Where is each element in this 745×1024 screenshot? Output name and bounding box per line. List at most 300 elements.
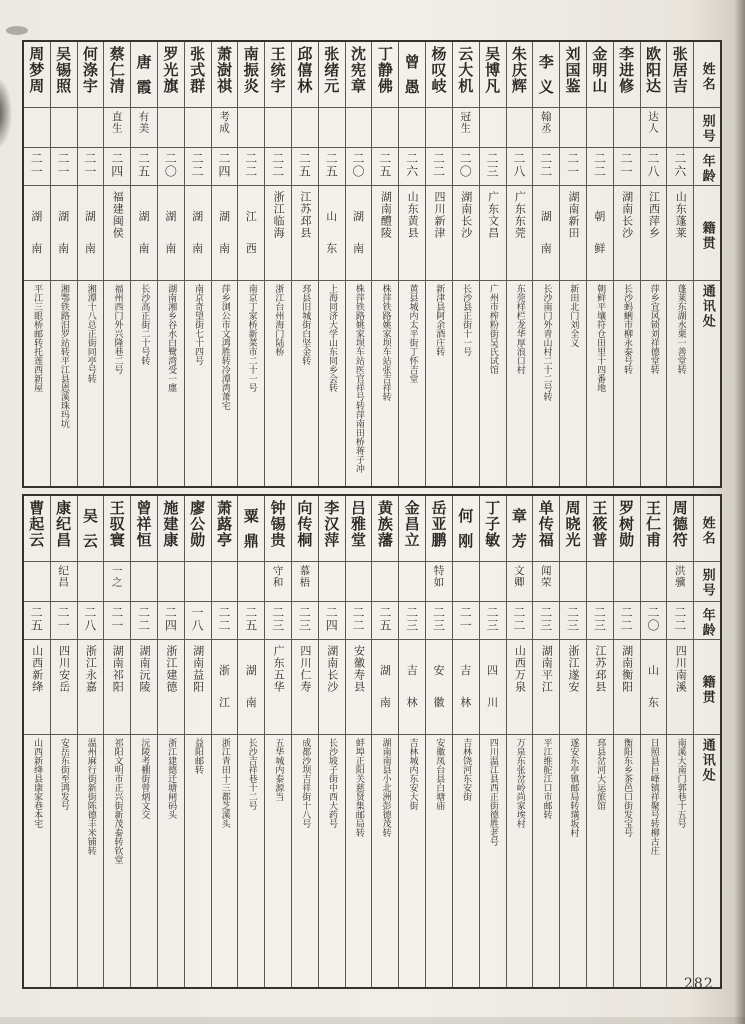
person-age-cell: 二二 bbox=[238, 148, 264, 186]
person-age-cell: 二〇 bbox=[346, 148, 372, 186]
person-name-cell: 钟锡贵 bbox=[265, 496, 291, 562]
header-column bbox=[694, 496, 720, 987]
person-age-cell: 二五 bbox=[372, 148, 398, 186]
person-origin-cell: 四川安岳 bbox=[51, 640, 77, 735]
person-origin-cell: 四川仁寿 bbox=[292, 640, 318, 735]
person-age-cell: 二八 bbox=[78, 602, 104, 640]
person-alias-cell bbox=[238, 562, 264, 602]
person-name-cell: 云大机 bbox=[453, 42, 479, 108]
person-age-cell: 二一 bbox=[453, 602, 479, 640]
person-age-cell: 二四 bbox=[319, 602, 345, 640]
person-alias-cell: 一之 bbox=[104, 562, 130, 602]
person-column bbox=[399, 496, 426, 987]
person-name-cell: 萧澍祺 bbox=[212, 42, 238, 108]
person-origin-cell: 湖南新田 bbox=[560, 186, 586, 281]
person-origin-cell: 朝 鲜 bbox=[587, 186, 613, 281]
person-name-cell: 丁子敏 bbox=[480, 496, 506, 562]
person-origin-cell: 湖南长沙 bbox=[319, 640, 345, 735]
person-name-cell: 李 义 bbox=[533, 42, 559, 108]
person-column bbox=[667, 42, 694, 486]
person-column bbox=[265, 42, 292, 486]
person-name-cell: 朱庆辉 bbox=[507, 42, 533, 108]
person-name-cell: 王统宇 bbox=[265, 42, 291, 108]
person-origin-cell: 山西万泉 bbox=[507, 640, 533, 735]
person-column bbox=[614, 42, 641, 486]
person-address-cell: 湖南南县小北洲彭德茂转 bbox=[380, 738, 391, 837]
person-address-cell: 萍乡宜风锁刘祥德堂转 bbox=[648, 284, 659, 374]
scan-artifact-smudge bbox=[0, 76, 12, 150]
person-column bbox=[453, 496, 480, 987]
person-age-cell: 二一 bbox=[560, 148, 586, 186]
person-age-cell: 二八 bbox=[507, 148, 533, 186]
person-name-cell: 王仁甫 bbox=[641, 496, 667, 562]
person-column bbox=[667, 496, 694, 987]
person-origin-cell: 湖 南 bbox=[212, 186, 238, 281]
person-origin-cell: 湖 南 bbox=[533, 186, 559, 281]
person-address-cell: 成都沙坝吉祥街十八号 bbox=[300, 738, 311, 828]
person-name-cell: 唐 霞 bbox=[131, 42, 157, 108]
person-alias-cell bbox=[158, 562, 184, 602]
person-name-cell: 吴 云 bbox=[78, 496, 104, 562]
person-age-cell: 二二 bbox=[265, 148, 291, 186]
person-origin-cell: 湖 南 bbox=[346, 186, 372, 281]
person-alias-cell bbox=[587, 562, 613, 602]
person-origin-cell: 福建闽侯 bbox=[104, 186, 130, 281]
person-name-cell: 廖公勋 bbox=[185, 496, 211, 562]
person-alias-cell bbox=[453, 562, 479, 602]
person-name-cell: 康纪昌 bbox=[51, 496, 77, 562]
person-name-cell: 张绪元 bbox=[319, 42, 345, 108]
person-column bbox=[185, 42, 212, 486]
person-name-cell: 罗树勋 bbox=[614, 496, 640, 562]
person-alias-cell bbox=[24, 108, 50, 148]
person-alias-cell bbox=[238, 108, 264, 148]
row-label-age: 年龄 bbox=[694, 148, 720, 186]
person-name-cell: 吴锡照 bbox=[51, 42, 77, 108]
person-age-cell: 二二 bbox=[614, 602, 640, 640]
person-origin-cell: 湖 南 bbox=[158, 186, 184, 281]
person-name-cell: 曾祥恒 bbox=[131, 496, 157, 562]
person-alias-cell: 直生 bbox=[104, 108, 130, 148]
person-column bbox=[372, 42, 399, 486]
person-alias-cell bbox=[51, 108, 77, 148]
person-age-cell: 二一 bbox=[104, 602, 130, 640]
person-column bbox=[131, 496, 158, 987]
person-column bbox=[185, 496, 212, 987]
person-address-cell: 上海同济大学山东同乡会转 bbox=[327, 284, 338, 392]
person-alias-cell: 冠生 bbox=[453, 108, 479, 148]
person-address-cell: 南京丁家桥新菜市二十一号 bbox=[246, 284, 257, 392]
directory-table-top bbox=[22, 40, 722, 488]
person-age-cell: 二〇 bbox=[158, 148, 184, 186]
person-origin-cell: 山 东 bbox=[319, 186, 345, 281]
person-age-cell: 二五 bbox=[24, 602, 50, 640]
person-origin-cell: 浙江遂安 bbox=[560, 640, 586, 735]
person-address-cell: 朝鲜平壤符仓田里十四番地 bbox=[595, 284, 606, 392]
person-column bbox=[212, 496, 239, 987]
person-name-cell: 蔡仁清 bbox=[104, 42, 130, 108]
person-origin-cell: 山 东 bbox=[641, 640, 667, 735]
person-name-cell: 何涤宇 bbox=[78, 42, 104, 108]
person-column bbox=[641, 42, 668, 486]
person-alias-cell bbox=[507, 108, 533, 148]
person-origin-cell: 湖 南 bbox=[78, 186, 104, 281]
person-address-cell: 浙江青田十三都芝溪头 bbox=[219, 738, 230, 828]
person-alias-cell: 有美 bbox=[131, 108, 157, 148]
person-column bbox=[24, 42, 51, 486]
person-column bbox=[453, 42, 480, 486]
person-alias-cell bbox=[346, 108, 372, 148]
person-name-cell: 沈宪章 bbox=[346, 42, 372, 108]
page-edge-shadow bbox=[734, 0, 745, 1024]
person-address-cell: 邳县岔河大运旅馆 bbox=[595, 738, 606, 810]
person-name-cell: 向传桐 bbox=[292, 496, 318, 562]
person-alias-cell bbox=[372, 108, 398, 148]
person-alias-cell bbox=[319, 108, 345, 148]
row-label-addr: 通讯处 bbox=[694, 281, 720, 486]
person-age-cell: 二三 bbox=[533, 602, 559, 640]
person-origin-cell: 安 徽 bbox=[426, 640, 452, 735]
person-alias-cell bbox=[560, 108, 586, 148]
person-age-cell: 二三 bbox=[399, 602, 425, 640]
person-column bbox=[560, 496, 587, 987]
person-column bbox=[614, 496, 641, 987]
person-age-cell: 二四 bbox=[212, 148, 238, 186]
person-age-cell: 二三 bbox=[480, 148, 506, 186]
person-alias-cell bbox=[346, 562, 372, 602]
person-address-cell: 黄县城内太平街丁怀吉堂 bbox=[407, 284, 418, 383]
person-name-cell: 施建康 bbox=[158, 496, 184, 562]
person-name-cell: 金昌立 bbox=[399, 496, 425, 562]
person-column bbox=[78, 496, 105, 987]
person-age-cell: 二二 bbox=[587, 148, 613, 186]
directory-table-bottom bbox=[22, 494, 722, 989]
person-alias-cell bbox=[480, 562, 506, 602]
person-address-cell: 萍乡浏公市文鸿胜转冷潭湾萧宅 bbox=[219, 284, 230, 410]
person-name-cell: 曹起云 bbox=[24, 496, 50, 562]
person-name-cell: 张式群 bbox=[185, 42, 211, 108]
person-alias-cell bbox=[292, 108, 318, 148]
person-age-cell: 二六 bbox=[667, 148, 693, 186]
person-column bbox=[346, 496, 373, 987]
person-name-cell: 曾 愚 bbox=[399, 42, 425, 108]
person-name-cell: 何 刚 bbox=[453, 496, 479, 562]
person-origin-cell: 广东五华 bbox=[265, 640, 291, 735]
person-age-cell: 二二 bbox=[131, 602, 157, 640]
person-origin-cell: 湖南衡阳 bbox=[614, 640, 640, 735]
person-age-cell: 二二 bbox=[185, 148, 211, 186]
person-address-cell: 南溪大南门郭巷十五号 bbox=[675, 738, 686, 828]
person-origin-cell: 江西萍乡 bbox=[641, 186, 667, 281]
page-number: 282 bbox=[684, 976, 714, 992]
person-alias-cell bbox=[212, 562, 238, 602]
person-age-cell: 二六 bbox=[399, 148, 425, 186]
person-origin-cell: 湖 南 bbox=[51, 186, 77, 281]
person-origin-cell: 湖南长沙 bbox=[453, 186, 479, 281]
person-alias-cell bbox=[131, 562, 157, 602]
person-origin-cell: 湖 南 bbox=[185, 186, 211, 281]
person-origin-cell: 四 川 bbox=[480, 640, 506, 735]
person-alias-cell bbox=[399, 108, 425, 148]
person-origin-cell: 山东黄县 bbox=[399, 186, 425, 281]
person-address-cell: 长沙县正街十一号 bbox=[461, 284, 472, 356]
person-column bbox=[372, 496, 399, 987]
person-origin-cell: 江 西 bbox=[238, 186, 264, 281]
person-alias-cell bbox=[372, 562, 398, 602]
person-age-cell: 二〇 bbox=[641, 602, 667, 640]
person-origin-cell: 湖 南 bbox=[238, 640, 264, 735]
person-address-cell: 遂安东亭镇邮局转璜坂村 bbox=[568, 738, 579, 837]
person-address-cell: 四川温江县西正街德胜老号 bbox=[487, 738, 498, 846]
person-column bbox=[131, 42, 158, 486]
person-origin-cell: 湖南长沙 bbox=[614, 186, 640, 281]
person-age-cell: 二五 bbox=[292, 148, 318, 186]
person-age-cell: 二五 bbox=[372, 602, 398, 640]
person-name-cell: 周梦周 bbox=[24, 42, 50, 108]
person-address-cell: 温州麻行街新街陈德丰米铺转 bbox=[85, 738, 96, 855]
person-name-cell: 王驭寰 bbox=[104, 496, 130, 562]
person-age-cell: 二四 bbox=[158, 602, 184, 640]
person-address-cell: 福州西门外兴隆巷二号 bbox=[112, 284, 123, 374]
person-age-cell: 二二 bbox=[667, 602, 693, 640]
person-name-cell: 张居吉 bbox=[667, 42, 693, 108]
person-origin-cell: 湖南醴陵 bbox=[372, 186, 398, 281]
person-name-cell: 李汉萍 bbox=[319, 496, 345, 562]
person-age-cell: 二五 bbox=[319, 148, 345, 186]
person-address-cell: 万泉东张岔岭尚家埃村 bbox=[514, 738, 525, 828]
person-alias-cell: 守和 bbox=[265, 562, 291, 602]
person-column bbox=[587, 42, 614, 486]
person-column bbox=[426, 42, 453, 486]
person-column bbox=[24, 496, 51, 987]
person-column bbox=[533, 42, 560, 486]
person-name-cell: 萧蕗亭 bbox=[212, 496, 238, 562]
person-name-cell: 罗光旗 bbox=[158, 42, 184, 108]
person-alias-cell bbox=[158, 108, 184, 148]
person-address-cell: 安徽凤台县白塘庙 bbox=[434, 738, 445, 810]
person-alias-cell bbox=[399, 562, 425, 602]
person-column bbox=[51, 496, 78, 987]
person-age-cell: 一八 bbox=[185, 602, 211, 640]
person-origin-cell: 江苏邳县 bbox=[587, 640, 613, 735]
person-age-cell: 二一 bbox=[614, 148, 640, 186]
person-alias-cell bbox=[614, 108, 640, 148]
person-column bbox=[238, 496, 265, 987]
person-column bbox=[51, 42, 78, 486]
person-alias-cell: 慕梧 bbox=[292, 562, 318, 602]
person-column bbox=[319, 42, 346, 486]
person-address-cell: 长沙蚂蜊市柳永泰号转 bbox=[621, 284, 632, 374]
person-origin-cell: 吉 林 bbox=[453, 640, 479, 735]
person-origin-cell: 浙江永嘉 bbox=[78, 640, 104, 735]
person-origin-cell: 湖 南 bbox=[372, 640, 398, 735]
person-origin-cell: 浙江临海 bbox=[265, 186, 291, 281]
scan-artifact-mark bbox=[6, 26, 28, 35]
person-name-cell: 章 芳 bbox=[507, 496, 533, 562]
person-alias-cell: 文卿 bbox=[507, 562, 533, 602]
person-address-cell: 新田北门刘全义 bbox=[568, 284, 579, 347]
row-label-alias: 别号 bbox=[694, 562, 720, 602]
person-alias-cell bbox=[185, 562, 211, 602]
person-address-cell: 东莞样栏龙华厚浪口村 bbox=[514, 284, 525, 374]
person-address-cell: 蚌埠正阳关慈贤集邮局转 bbox=[353, 738, 364, 837]
person-address-cell: 浙江台州海门陆桥 bbox=[273, 284, 284, 356]
person-name-cell: 吕雅堂 bbox=[346, 496, 372, 562]
person-column bbox=[480, 42, 507, 486]
person-address-cell: 长沙坡子街中西大药号 bbox=[327, 738, 338, 828]
person-column bbox=[587, 496, 614, 987]
person-column bbox=[533, 496, 560, 987]
person-column bbox=[158, 496, 185, 987]
person-address-cell: 新津县阿余酒庄转 bbox=[434, 284, 445, 356]
person-origin-cell: 山西新绛 bbox=[24, 640, 50, 735]
person-age-cell: 二五 bbox=[238, 602, 264, 640]
page-bottom-shade bbox=[0, 1017, 745, 1024]
person-age-cell: 二三 bbox=[292, 602, 318, 640]
person-address-cell: 吉林饶河东安街 bbox=[461, 738, 472, 801]
row-label-age: 年龄 bbox=[694, 602, 720, 640]
person-name-cell: 岳亚鹏 bbox=[426, 496, 452, 562]
person-column bbox=[78, 42, 105, 486]
person-address-cell: 山西新绛县康家巷本宅 bbox=[32, 738, 43, 828]
person-address-cell: 株萍铁路姚家坝车站张吉祥转 bbox=[380, 284, 391, 401]
person-alias-cell bbox=[185, 108, 211, 148]
person-alias-cell bbox=[480, 108, 506, 148]
person-alias-cell bbox=[667, 108, 693, 148]
person-origin-cell: 湖南祁阳 bbox=[104, 640, 130, 735]
person-alias-cell: 纪昌 bbox=[51, 562, 77, 602]
person-alias-cell: 特如 bbox=[426, 562, 452, 602]
person-alias-cell: 考成 bbox=[212, 108, 238, 148]
person-address-cell: 长沙高正街二十号转 bbox=[139, 284, 150, 365]
person-column bbox=[292, 42, 319, 486]
person-origin-cell: 江苏邳县 bbox=[292, 186, 318, 281]
person-name-cell: 黄族藩 bbox=[372, 496, 398, 562]
person-address-cell: 邳县旧城街白坚金转 bbox=[300, 284, 311, 365]
person-column bbox=[641, 496, 668, 987]
person-address-cell: 湘潭十八总正街同亭号转 bbox=[85, 284, 96, 383]
person-age-cell: 二二 bbox=[212, 602, 238, 640]
person-origin-cell: 浙 江 bbox=[212, 640, 238, 735]
person-alias-cell bbox=[560, 562, 586, 602]
person-origin-cell: 四川南溪 bbox=[667, 640, 693, 735]
person-column bbox=[212, 42, 239, 486]
person-address-cell: 长沙吉祥巷十二号 bbox=[246, 738, 257, 810]
person-alias-cell: 闻荣 bbox=[533, 562, 559, 602]
person-address-cell: 浙江建德迁塘闸码头 bbox=[166, 738, 177, 819]
row-label-origin: 籍贯 bbox=[694, 186, 720, 281]
person-column bbox=[480, 496, 507, 987]
person-origin-cell: 湖南平江 bbox=[533, 640, 559, 735]
person-alias-cell bbox=[319, 562, 345, 602]
person-alias-cell bbox=[614, 562, 640, 602]
person-column bbox=[426, 496, 453, 987]
person-address-cell: 安岳东街至鸿发号 bbox=[58, 738, 69, 810]
person-address-cell: 湖南湘乡谷水白鹭湾受一廛 bbox=[166, 284, 177, 392]
person-address-cell: 吉林城内东安大街 bbox=[407, 738, 418, 810]
person-name-cell: 南振炎 bbox=[238, 42, 264, 108]
person-address-cell: 日照县巨峰镇祥聚号转柳古庄 bbox=[648, 738, 659, 855]
person-origin-cell: 湖 南 bbox=[24, 186, 50, 281]
person-name-cell: 周晓光 bbox=[560, 496, 586, 562]
person-name-cell: 欧阳达 bbox=[641, 42, 667, 108]
person-name-cell: 周德符 bbox=[667, 496, 693, 562]
person-column bbox=[158, 42, 185, 486]
person-column bbox=[238, 42, 265, 486]
person-column bbox=[507, 496, 534, 987]
person-origin-cell: 吉 林 bbox=[399, 640, 425, 735]
person-name-cell: 邱僖林 bbox=[292, 42, 318, 108]
person-column bbox=[104, 496, 131, 987]
person-column bbox=[319, 496, 346, 987]
person-name-cell: 金明山 bbox=[587, 42, 613, 108]
person-age-cell: 二一 bbox=[78, 148, 104, 186]
person-origin-cell: 浙江建德 bbox=[158, 640, 184, 735]
person-column bbox=[346, 42, 373, 486]
person-name-cell: 丁静佛 bbox=[372, 42, 398, 108]
person-alias-cell bbox=[265, 108, 291, 148]
row-label-name: 姓名 bbox=[694, 496, 720, 562]
person-name-cell: 吴博凡 bbox=[480, 42, 506, 108]
row-label-alias: 别号 bbox=[694, 108, 720, 148]
person-address-cell: 长沙南门外青山村二十二号转 bbox=[541, 284, 552, 401]
person-address-cell: 祁阳文明市正兴街新茂泰转钦堂 bbox=[112, 738, 123, 864]
person-alias-cell: 翰丞 bbox=[533, 108, 559, 148]
row-label-addr: 通讯处 bbox=[694, 735, 720, 987]
person-address-cell: 五华城内泰源当 bbox=[273, 738, 284, 801]
person-column bbox=[265, 496, 292, 987]
person-origin-cell: 安徽寿县 bbox=[346, 640, 372, 735]
person-address-cell: 平江维舵江口市邮转 bbox=[541, 738, 552, 819]
person-age-cell: 二一 bbox=[51, 148, 77, 186]
person-name-cell: 杨叹岐 bbox=[426, 42, 452, 108]
person-column bbox=[292, 496, 319, 987]
person-name-cell: 王筱普 bbox=[587, 496, 613, 562]
person-name-cell: 李进修 bbox=[614, 42, 640, 108]
person-name-cell: 粟 鼎 bbox=[238, 496, 264, 562]
person-address-cell: 株萍铁路姚家坝车站医官祥号转萍南田桥蒋子冲 bbox=[353, 284, 364, 473]
person-column bbox=[399, 42, 426, 486]
person-address-cell: 湘鄂铁路汨罗站转平江县恩溪珠玛坑 bbox=[58, 284, 69, 428]
person-age-cell: 二二 bbox=[533, 148, 559, 186]
person-origin-cell: 湖 南 bbox=[131, 186, 157, 281]
person-address-cell: 平江三眼桥邮转托莲西新屋 bbox=[32, 284, 43, 392]
person-address-cell: 沅陵考棚街曾炳文交 bbox=[139, 738, 150, 819]
person-age-cell: 二二 bbox=[507, 602, 533, 640]
person-column bbox=[560, 42, 587, 486]
person-alias-cell bbox=[587, 108, 613, 148]
person-address-cell: 益阳邮转 bbox=[192, 738, 203, 774]
person-age-cell: 二三 bbox=[587, 602, 613, 640]
person-name-cell: 单传福 bbox=[533, 496, 559, 562]
person-origin-cell: 广东东莞 bbox=[507, 186, 533, 281]
person-age-cell: 二二 bbox=[426, 148, 452, 186]
person-alias-cell: 达人 bbox=[641, 108, 667, 148]
person-age-cell: 二八 bbox=[641, 148, 667, 186]
person-address-cell: 南京奇望街七十四号 bbox=[192, 284, 203, 365]
person-age-cell: 二三 bbox=[426, 602, 452, 640]
person-origin-cell: 湖南益阳 bbox=[185, 640, 211, 735]
person-origin-cell: 广东文昌 bbox=[480, 186, 506, 281]
person-age-cell: 二三 bbox=[265, 602, 291, 640]
person-name-cell: 刘国鉴 bbox=[560, 42, 586, 108]
person-origin-cell: 四川新津 bbox=[426, 186, 452, 281]
person-address-cell: 衡阳东乡茶邑口街发宝号 bbox=[621, 738, 632, 837]
row-label-origin: 籍贯 bbox=[694, 640, 720, 735]
person-age-cell: 二二 bbox=[346, 602, 372, 640]
person-age-cell: 二一 bbox=[51, 602, 77, 640]
person-alias-cell bbox=[641, 562, 667, 602]
